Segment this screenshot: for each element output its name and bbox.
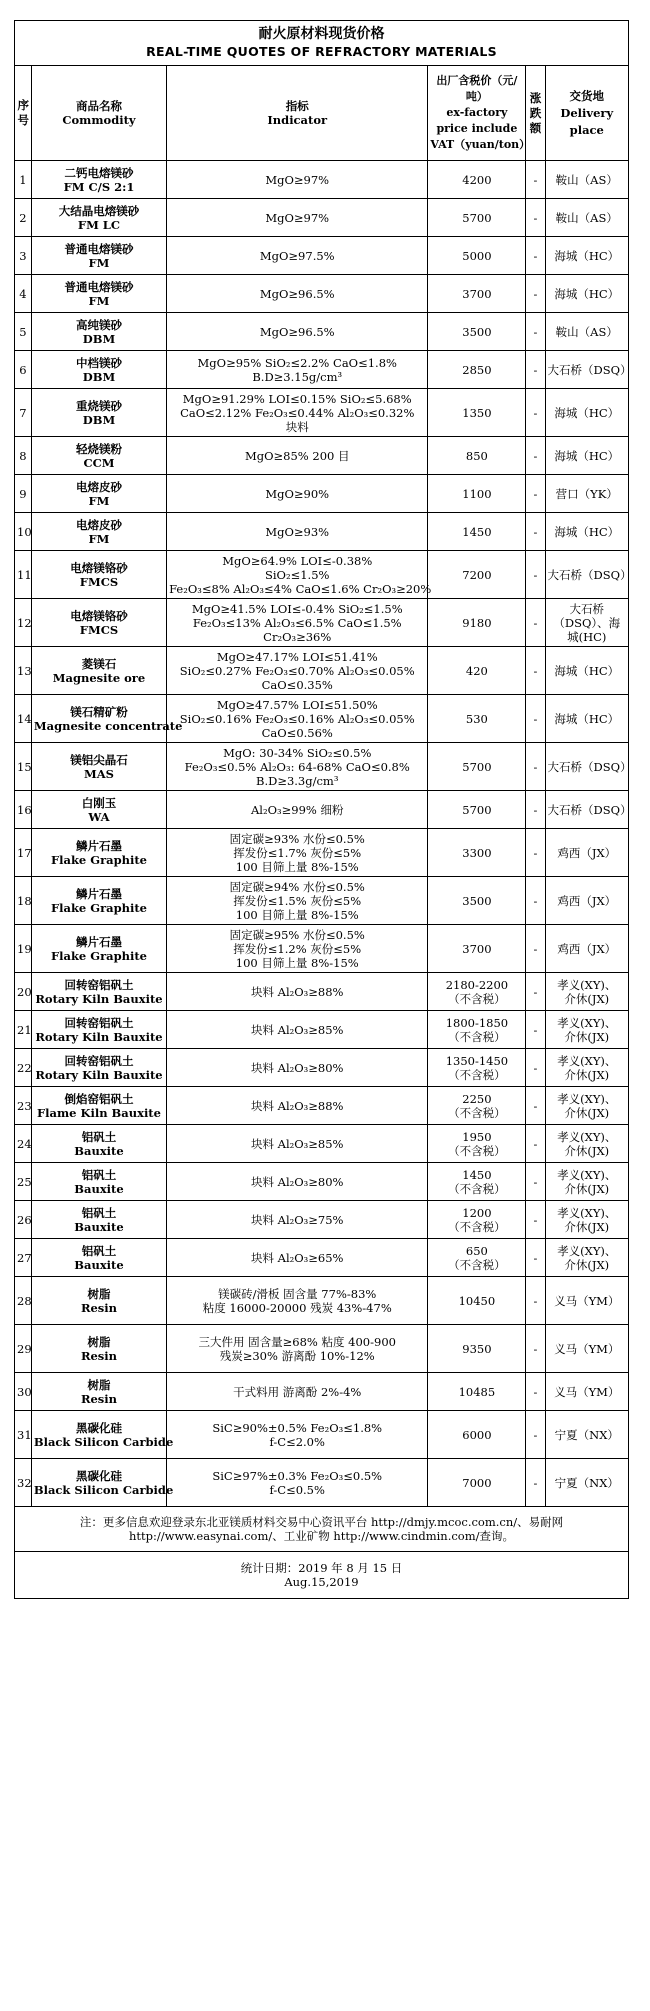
price: 7200 — [428, 551, 526, 599]
indicator: MgO≥90% — [167, 475, 428, 513]
delivery-place: 孝义(XY)、 介休(JX) — [545, 1163, 628, 1201]
commodity-name: 黑碳化硅 Black Silicon Carbide — [31, 1411, 166, 1459]
table-row — [15, 647, 629, 695]
header-commodity: 商品名称 Commodity — [31, 66, 166, 161]
table-row — [15, 695, 629, 743]
delivery-place: 海城（HC） — [545, 695, 628, 743]
price-change: - — [526, 647, 545, 695]
table-row — [15, 161, 629, 199]
price-change: - — [526, 1373, 545, 1411]
indicator: 块料 Al₂O₃≥85% — [167, 1011, 428, 1049]
indicator: 块料 Al₂O₃≥80% — [167, 1163, 428, 1201]
price: 10450 — [428, 1277, 526, 1325]
delivery-place: 鞍山（AS） — [545, 313, 628, 351]
price: 3500 — [428, 877, 526, 925]
indicator: MgO≥96.5% — [167, 313, 428, 351]
commodity-name: 镁铝尖晶石 MAS — [31, 743, 166, 791]
price-change: - — [526, 275, 545, 313]
indicator: 块料 Al₂O₃≥88% — [167, 973, 428, 1011]
table-title — [15, 21, 629, 66]
table-row — [15, 1201, 629, 1239]
delivery-place: 孝义(XY)、 介休(JX) — [545, 1087, 628, 1125]
row-number: 18 — [15, 877, 32, 925]
delivery-place: 大石桥（DSQ） — [545, 351, 628, 389]
table-row — [15, 1125, 629, 1163]
price: 1450 （不含税） — [428, 1163, 526, 1201]
table-row — [15, 877, 629, 925]
commodity-name: 普通电熔镁砂 FM — [31, 237, 166, 275]
indicator: MgO≥93% — [167, 513, 428, 551]
price-change: - — [526, 351, 545, 389]
indicator: 固定碳≥94% 水份≤0.5% 挥发份≤1.5% 灰份≤5% 100 目筛上量 8%-15% — [167, 877, 428, 925]
row-number: 3 — [15, 237, 32, 275]
table-row — [15, 551, 629, 599]
indicator: MgO≥95% SiO₂≤2.2% CaO≤1.8% B.D≥3.15g/cm³ — [167, 351, 428, 389]
table-row — [15, 389, 629, 437]
row-number: 21 — [15, 1011, 32, 1049]
table-row — [15, 1277, 629, 1325]
price-change: - — [526, 925, 545, 973]
row-number: 27 — [15, 1239, 32, 1277]
commodity-name: 大结晶电熔镁砂 FM LC — [31, 199, 166, 237]
commodity-name: 电熔镁铬砂 FMCS — [31, 599, 166, 647]
price: 3700 — [428, 925, 526, 973]
indicator: 块料 Al₂O₃≥85% — [167, 1125, 428, 1163]
table-row — [15, 1411, 629, 1459]
title-zh: 耐火原材料现货价格 — [258, 26, 385, 42]
table-row — [15, 973, 629, 1011]
delivery-place: 大石桥（DSQ） — [545, 791, 628, 829]
delivery-place: 大石桥 （DSQ）、海 城(HC) — [545, 599, 628, 647]
commodity-name: 电熔皮砂 FM — [31, 513, 166, 551]
row-number: 11 — [15, 551, 32, 599]
row-number: 22 — [15, 1049, 32, 1087]
price: 6000 — [428, 1411, 526, 1459]
delivery-place: 大石桥（DSQ） — [545, 743, 628, 791]
row-number: 10 — [15, 513, 32, 551]
price-change: - — [526, 1125, 545, 1163]
delivery-place: 孝义(XY)、 介休(JX) — [545, 1125, 628, 1163]
commodity-name: 白刚玉 WA — [31, 791, 166, 829]
indicator: MgO≥47.57% LOI≤51.50% SiO₂≤0.16% Fe₂O₃≤0.16% Al₂O₃≤0.05% CaO≤0.56% — [167, 695, 428, 743]
price-change: - — [526, 1049, 545, 1087]
price-table — [14, 20, 632, 1599]
table-row — [15, 475, 629, 513]
delivery-place: 宁夏（NX） — [545, 1411, 628, 1459]
delivery-place: 鸡西（JX） — [545, 877, 628, 925]
indicator: SiC≥90%±0.5% Fe₂O₃≤1.8% f-C≤2.0% — [167, 1411, 428, 1459]
row-number: 29 — [15, 1325, 32, 1373]
indicator: 块料 Al₂O₃≥80% — [167, 1049, 428, 1087]
commodity-name: 中档镁砂 DBM — [31, 351, 166, 389]
table-row — [15, 199, 629, 237]
indicator: MgO≥97% — [167, 161, 428, 199]
table-row — [15, 1459, 629, 1507]
table-row — [15, 599, 629, 647]
row-number: 16 — [15, 791, 32, 829]
price: 9350 — [428, 1325, 526, 1373]
table-row — [15, 237, 629, 275]
commodity-name: 鳞片石墨 Flake Graphite — [31, 877, 166, 925]
price-change: - — [526, 161, 545, 199]
price: 420 — [428, 647, 526, 695]
commodity-name: 菱镁石 Magnesite ore — [31, 647, 166, 695]
price: 1800-1850 （不含税） — [428, 1011, 526, 1049]
delivery-place: 义马（YM） — [545, 1325, 628, 1373]
table-row — [15, 743, 629, 791]
indicator: MgO≥47.17% LOI≤51.41% SiO₂≤0.27% Fe₂O₃≤0.70% Al₂O₃≤0.05% CaO≤0.35% — [167, 647, 428, 695]
commodity-name: 鳞片石墨 Flake Graphite — [31, 829, 166, 877]
price-change: - — [526, 437, 545, 475]
delivery-place: 鞍山（AS） — [545, 161, 628, 199]
commodity-name: 电熔皮砂 FM — [31, 475, 166, 513]
commodity-name: 树脂 Resin — [31, 1325, 166, 1373]
price-change: - — [526, 199, 545, 237]
row-number: 19 — [15, 925, 32, 973]
price: 2850 — [428, 351, 526, 389]
indicator: SiC≥97%±0.3% Fe₂O₃≤0.5% f-C≤0.5% — [167, 1459, 428, 1507]
row-number: 13 — [15, 647, 32, 695]
table-row — [15, 925, 629, 973]
header-row — [15, 66, 629, 161]
commodity-name: 倒焰窑铝矾土 Flame Kiln Bauxite — [31, 1087, 166, 1125]
commodity-name: 铝矾土 Bauxite — [31, 1125, 166, 1163]
delivery-place: 营口（YK） — [545, 475, 628, 513]
indicator: 固定碳≥95% 水份≤0.5% 挥发份≤1.2% 灰份≤5% 100 目筛上量 8%-15% — [167, 925, 428, 973]
price: 2180-2200 （不含税） — [428, 973, 526, 1011]
price-change: - — [526, 313, 545, 351]
indicator: 三大件用 固含量≥68% 粘度 400-900 残炭≥30% 游离酚 10%-12% — [167, 1325, 428, 1373]
price: 850 — [428, 437, 526, 475]
indicator: 固定碳≥93% 水份≤0.5% 挥发份≤1.7% 灰份≤5% 100 目筛上量 8%-15% — [167, 829, 428, 877]
date-zh: 统计日期：2019 年 8 月 15 日 — [240, 1561, 403, 1575]
delivery-place: 海城（HC） — [545, 237, 628, 275]
commodity-name: 回转窑铝矾土 Rotary Kiln Bauxite — [31, 973, 166, 1011]
commodity-name: 铝矾土 Bauxite — [31, 1163, 166, 1201]
row-number: 30 — [15, 1373, 32, 1411]
price: 10485 — [428, 1373, 526, 1411]
row-number: 8 — [15, 437, 32, 475]
price-change: - — [526, 1239, 545, 1277]
row-number: 17 — [15, 829, 32, 877]
footer-date — [15, 1552, 629, 1599]
delivery-place: 海城（HC） — [545, 275, 628, 313]
table-row — [15, 1087, 629, 1125]
price-change: - — [526, 513, 545, 551]
indicator: MgO: 30-34% SiO₂≤0.5% Fe₂O₃≤0.5% Al₂O₃: 64-68% CaO≤0.8% B.D≥3.3g/cm³ — [167, 743, 428, 791]
price-change: - — [526, 1459, 545, 1507]
commodity-name: 鳞片石墨 Flake Graphite — [31, 925, 166, 973]
indicator: 镁碳砖/滑板 固含量 77%-83% 粘度 16000-20000 残炭 43%-47% — [167, 1277, 428, 1325]
table-row — [15, 313, 629, 351]
price-change: - — [526, 1325, 545, 1373]
commodity-name: 回转窑铝矾土 Rotary Kiln Bauxite — [31, 1011, 166, 1049]
price: 3700 — [428, 275, 526, 313]
table-row — [15, 1163, 629, 1201]
price: 5700 — [428, 743, 526, 791]
price-change: - — [526, 1411, 545, 1459]
table-row — [15, 437, 629, 475]
delivery-place: 海城（HC） — [545, 389, 628, 437]
price: 5700 — [428, 199, 526, 237]
footer-note: 注：更多信息欢迎登录东北亚镁质材料交易中心资讯平台 http://dmjy.mcoc.com.cn/、易耐网 http://www.easynai.com/、工业矿物 http://www.cindmin.com/查询。 — [15, 1507, 629, 1552]
table-row — [15, 1373, 629, 1411]
delivery-place: 海城（HC） — [545, 437, 628, 475]
indicator: 块料 Al₂O₃≥65% — [167, 1239, 428, 1277]
indicator: 干式料用 游离酚 2%-4% — [167, 1373, 428, 1411]
price-change: - — [526, 1201, 545, 1239]
price: 530 — [428, 695, 526, 743]
commodity-name: 二钙电熔镁砂 FM C/S 2:1 — [31, 161, 166, 199]
price-change: - — [526, 791, 545, 829]
price-change: - — [526, 973, 545, 1011]
row-number: 32 — [15, 1459, 32, 1507]
header-no: 序号 — [15, 66, 32, 161]
row-number: 6 — [15, 351, 32, 389]
price-change: - — [526, 599, 545, 647]
indicator: 块料 Al₂O₃≥75% — [167, 1201, 428, 1239]
commodity-name: 重烧镁砂 DBM — [31, 389, 166, 437]
table-row — [15, 1049, 629, 1087]
indicator: MgO≥97% — [167, 199, 428, 237]
indicator: MgO≥96.5% — [167, 275, 428, 313]
price: 1350-1450 （不含税） — [428, 1049, 526, 1087]
price: 2250 （不含税） — [428, 1087, 526, 1125]
price: 7000 — [428, 1459, 526, 1507]
indicator: MgO≥97.5% — [167, 237, 428, 275]
commodity-name: 树脂 Resin — [31, 1373, 166, 1411]
price-change: - — [526, 743, 545, 791]
row-number: 5 — [15, 313, 32, 351]
table-row — [15, 1239, 629, 1277]
table-row — [15, 829, 629, 877]
price: 1200 （不含税） — [428, 1201, 526, 1239]
price-change: - — [526, 389, 545, 437]
price: 650 （不含税） — [428, 1239, 526, 1277]
indicator: 块料 Al₂O₃≥88% — [167, 1087, 428, 1125]
price: 5000 — [428, 237, 526, 275]
price-change: - — [526, 829, 545, 877]
delivery-place: 鸡西（JX） — [545, 925, 628, 973]
header-place: 交货地 Delivery place — [545, 66, 628, 161]
delivery-place: 孝义(XY)、 介休(JX) — [545, 1201, 628, 1239]
delivery-place: 义马（YM） — [545, 1277, 628, 1325]
row-number: 1 — [15, 161, 32, 199]
row-number: 26 — [15, 1201, 32, 1239]
date-en: Aug.15,2019 — [284, 1575, 359, 1589]
price: 9180 — [428, 599, 526, 647]
commodity-name: 镁石精矿粉 Magnesite concentrate — [31, 695, 166, 743]
price: 3500 — [428, 313, 526, 351]
delivery-place: 海城（HC） — [545, 513, 628, 551]
commodity-name: 回转窑铝矾土 Rotary Kiln Bauxite — [31, 1049, 166, 1087]
delivery-place: 义马（YM） — [545, 1373, 628, 1411]
price-change: - — [526, 551, 545, 599]
price: 1450 — [428, 513, 526, 551]
price: 1950 （不含税） — [428, 1125, 526, 1163]
delivery-place: 宁夏（NX） — [545, 1459, 628, 1507]
commodity-name: 树脂 Resin — [31, 1277, 166, 1325]
title-en: REAL-TIME QUOTES OF REFRACTORY MATERIALS — [146, 44, 497, 59]
commodity-name: 高纯镁砂 DBM — [31, 313, 166, 351]
row-number: 23 — [15, 1087, 32, 1125]
commodity-name: 轻烧镁粉 CCM — [31, 437, 166, 475]
header-indicator: 指标 Indicator — [167, 66, 428, 161]
price: 3300 — [428, 829, 526, 877]
table-row — [15, 275, 629, 313]
indicator: MgO≥64.9% LOI≤-0.38% SiO₂≤1.5% Fe₂O₃≤8% Al₂O₃≤4% CaO≤1.6% Cr₂O₃≥20% — [167, 551, 428, 599]
commodity-name: 铝矾土 Bauxite — [31, 1239, 166, 1277]
price: 5700 — [428, 791, 526, 829]
price-change: - — [526, 695, 545, 743]
delivery-place: 孝义(XY)、 介休(JX) — [545, 973, 628, 1011]
indicator: Al₂O₃≥99% 细粉 — [167, 791, 428, 829]
row-number: 20 — [15, 973, 32, 1011]
table-row — [15, 513, 629, 551]
row-number: 7 — [15, 389, 32, 437]
row-number: 24 — [15, 1125, 32, 1163]
price-change: - — [526, 1163, 545, 1201]
row-number: 25 — [15, 1163, 32, 1201]
price: 1100 — [428, 475, 526, 513]
table-row — [15, 1011, 629, 1049]
commodity-name: 铝矾土 Bauxite — [31, 1201, 166, 1239]
price: 1350 — [428, 389, 526, 437]
price-change: - — [526, 237, 545, 275]
row-number: 4 — [15, 275, 32, 313]
header-price: 出厂含税价（元/ 吨） ex-factory price include VAT（yuan/ton） — [428, 66, 526, 161]
row-number: 31 — [15, 1411, 32, 1459]
price-change: - — [526, 877, 545, 925]
row-number: 12 — [15, 599, 32, 647]
commodity-name: 电熔镁铬砂 FMCS — [31, 551, 166, 599]
indicator: MgO≥41.5% LOI≤-0.4% SiO₂≤1.5% Fe₂O₃≤13% Al₂O₃≤6.5% CaO≤1.5% Cr₂O₃≥36% — [167, 599, 428, 647]
price-change: - — [526, 475, 545, 513]
delivery-place: 鞍山（AS） — [545, 199, 628, 237]
indicator: MgO≥91.29% LOI≤0.15% SiO₂≤5.68% CaO≤2.12% Fe₂O₃≤0.44% Al₂O₃≤0.32% 块料 — [167, 389, 428, 437]
delivery-place: 孝义(XY)、 介休(JX) — [545, 1049, 628, 1087]
indicator: MgO≥85% 200 目 — [167, 437, 428, 475]
commodity-name: 黑碳化硅 Black Silicon Carbide — [31, 1459, 166, 1507]
price: 4200 — [428, 161, 526, 199]
table-row — [15, 351, 629, 389]
price-change: - — [526, 1277, 545, 1325]
table-row — [15, 791, 629, 829]
price-change: - — [526, 1087, 545, 1125]
delivery-place: 孝义(XY)、 介休(JX) — [545, 1011, 628, 1049]
row-number: 14 — [15, 695, 32, 743]
row-number: 2 — [15, 199, 32, 237]
price-change: - — [526, 1011, 545, 1049]
row-number: 28 — [15, 1277, 32, 1325]
commodity-name: 普通电熔镁砂 FM — [31, 275, 166, 313]
delivery-place: 鸡西（JX） — [545, 829, 628, 877]
table-row — [15, 1325, 629, 1373]
row-number: 15 — [15, 743, 32, 791]
header-change: 涨跌额 — [526, 66, 545, 161]
delivery-place: 孝义(XY)、 介休(JX) — [545, 1239, 628, 1277]
delivery-place: 海城（HC） — [545, 647, 628, 695]
delivery-place: 大石桥（DSQ） — [545, 551, 628, 599]
row-number: 9 — [15, 475, 32, 513]
